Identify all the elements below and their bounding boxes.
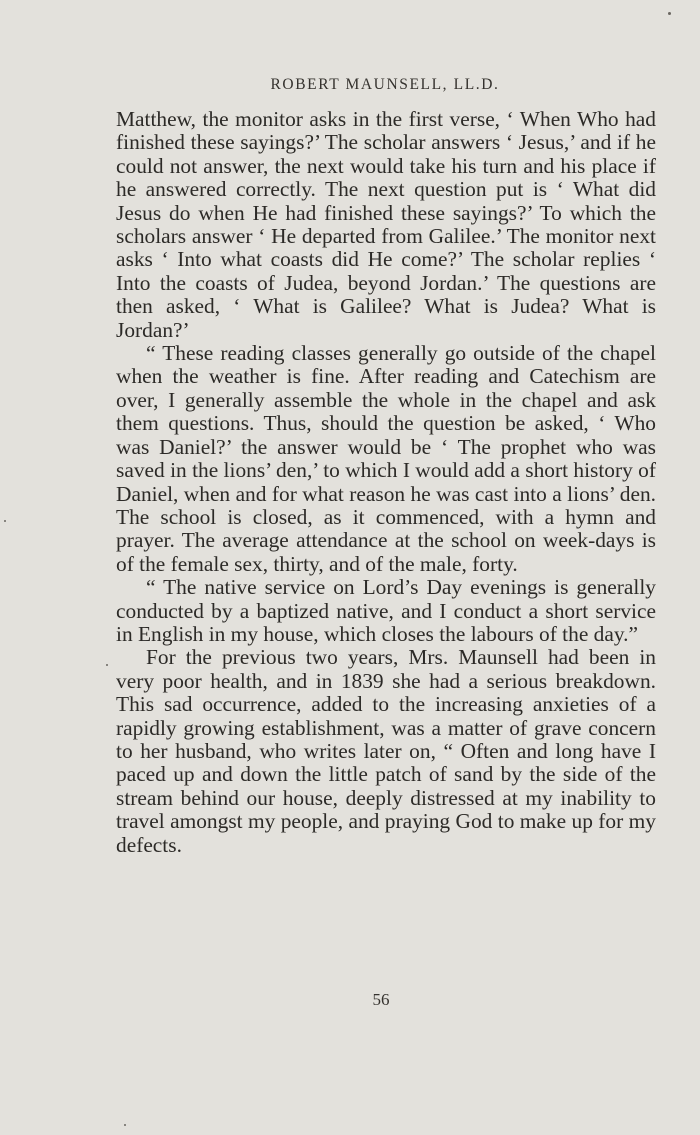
paper-speck (124, 1124, 126, 1126)
body-text (116, 108, 656, 857)
paragraph: Matthew, the monitor asks in the first verse, ‘ When Who had finished these sayings?’ The scholar answers ‘ Jesus,’ and if he could not answer, the next would take his turn and his place if he answered correctly. The next question put is ‘ What did Jesus do when He had finished these sayings?’ To which the scholars answer ‘ He departed from Galilee.’ The monitor next asks ‘ Into what coasts did He come?’ The scholar replies ‘ Into the coasts of Judea, beyond Jordan.’ The questions are then asked, ‘ What is Galilee? What is Judea? What is Jordan?’ (116, 107, 656, 342)
paper-speck (668, 12, 671, 15)
paper-speck (106, 664, 108, 666)
running-head: ROBERT MAUNSELL, LL.D. (270, 76, 500, 93)
paper-speck (4, 520, 6, 522)
paragraph: “ These reading classes generally go outside of the chapel when the weather is fine. After reading and Catechism are over, I generally assemble the whole in the chapel and ask them questions. Thus, should the question be asked, ‘ Who was Daniel?’ the answer would be ‘ The prophet who was saved in the lions’ den,’ to which I would add a short history of Daniel, when and for what reason he was cast into a lions’ den. The school is closed, as it commenced, with a hymn and prayer. The average attendance at the school on week-days is of the female sex, thirty, and of the male, forty. (116, 341, 656, 576)
page-number: 56 (372, 990, 390, 1009)
paragraph: “ The native service on Lord’s Day evenings is generally conducted by a baptized native, and I conduct a short service in English in my house, which closes the labours of the day.” (116, 575, 656, 646)
paragraph: For the previous two years, Mrs. Maunsell had been in very poor health, and in 1839 she had a serious breakdown. This sad occurrence, added to the increasing anxieties of a rapidly growing establishment, was a matter of grave concern to her husband, who writes later on, “ Often and long have I paced up and down the little patch of sand by the side of the stream behind our house, deeply distressed at my inability to travel amongst my people, and praying God to make up for my defects. (116, 645, 656, 857)
